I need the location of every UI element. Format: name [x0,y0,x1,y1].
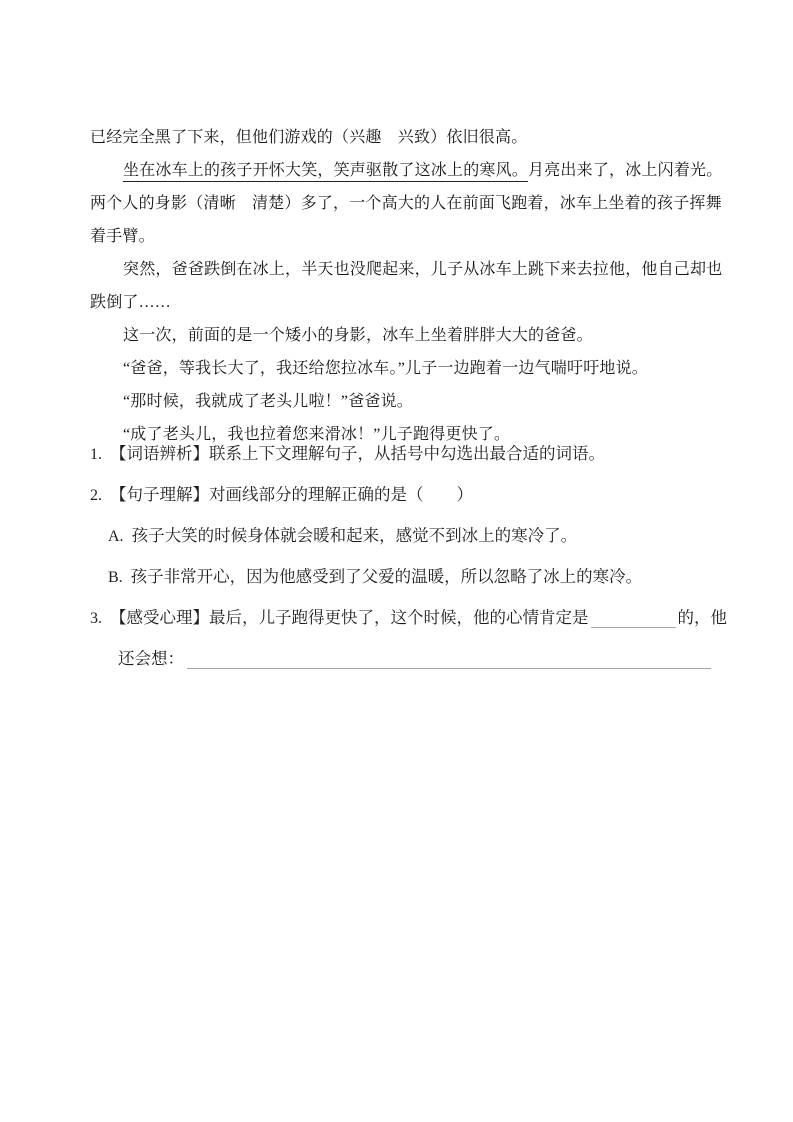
passage-line [90,319,716,352]
question-1 [90,434,724,475]
answer-blank-short [591,615,676,628]
passage-text: 月亮出来了，冰上闪着光。 [528,162,723,179]
question-text: 还会想： [118,650,184,668]
option-b [90,557,724,598]
question-number: 1. [90,446,102,463]
option-text: 孩子非常开心，因为他感受到了父爱的温暖，所以忽略了冰上的寒冷。 [130,568,643,586]
passage-text: 跌倒了…… [90,294,172,311]
question-text: 【感受心理】最后，儿子跑得更快了，这个时候，他的心情肯定是 [110,609,589,627]
passage-line [90,220,716,253]
question-text: 的，他 [677,609,727,627]
option-letter: B. [108,569,123,586]
passage-line [90,154,723,187]
passage-text: 两个人的身影（清晰 清楚）多了，一个高大的人在前面飞跑着，冰车上坐着的孩子挥舞 [90,195,722,212]
option-letter: A. [108,528,124,545]
passage-text: “成了老头儿，我也拉着您来滑冰！”儿子跑得更快了。 [123,426,511,443]
passage-text: “那时候，我就成了老头儿啦！”爸爸说。 [123,393,414,410]
question-3-line2 [90,639,724,680]
passage-text: 着手臂。 [90,228,155,245]
passage-text: “爸爸，等我长大了，我还给您拉冰车。”儿子一边跑着一边气喘吁吁地说。 [123,360,649,377]
passage-line [90,121,716,154]
option-a [90,516,724,557]
option-text: 孩子大笑的时候身体就会暖和起来，感觉不到冰上的寒冷了。 [131,527,578,545]
passage-line [90,187,722,220]
passage-text: 已经完全黑了下来，但他们游戏的（兴趣 兴致）依旧很高。 [90,129,528,146]
question-2 [90,475,724,516]
passage-line [90,253,723,286]
passage-text: 突然，爸爸跌倒在冰上，半天也没爬起来，儿子从冰车上跳下来去拉他，他自己却也 [123,261,723,278]
passage-line [90,352,716,385]
reading-passage [90,121,723,451]
question-number: 3. [90,610,102,627]
passage-line [90,286,716,319]
passage-text: 这一次，前面的是一个矮小的身影，冰车上坐着胖胖大大的爸爸。 [123,327,593,344]
question-3 [90,598,727,639]
underlined-sentence: 坐在冰车上的孩子开怀大笑，笑声驱散了这冰上的寒风。 [123,162,528,182]
question-number: 2. [90,487,102,504]
passage-line [90,385,716,418]
question-text: 【词语辨析】联系上下文理解句子，从括号中勾选出最合适的词语。 [110,445,605,463]
answer-blank-long [187,656,711,669]
question-list [90,434,727,680]
question-text: 【句子理解】对画线部分的理解正确的是（ ） [110,486,473,504]
